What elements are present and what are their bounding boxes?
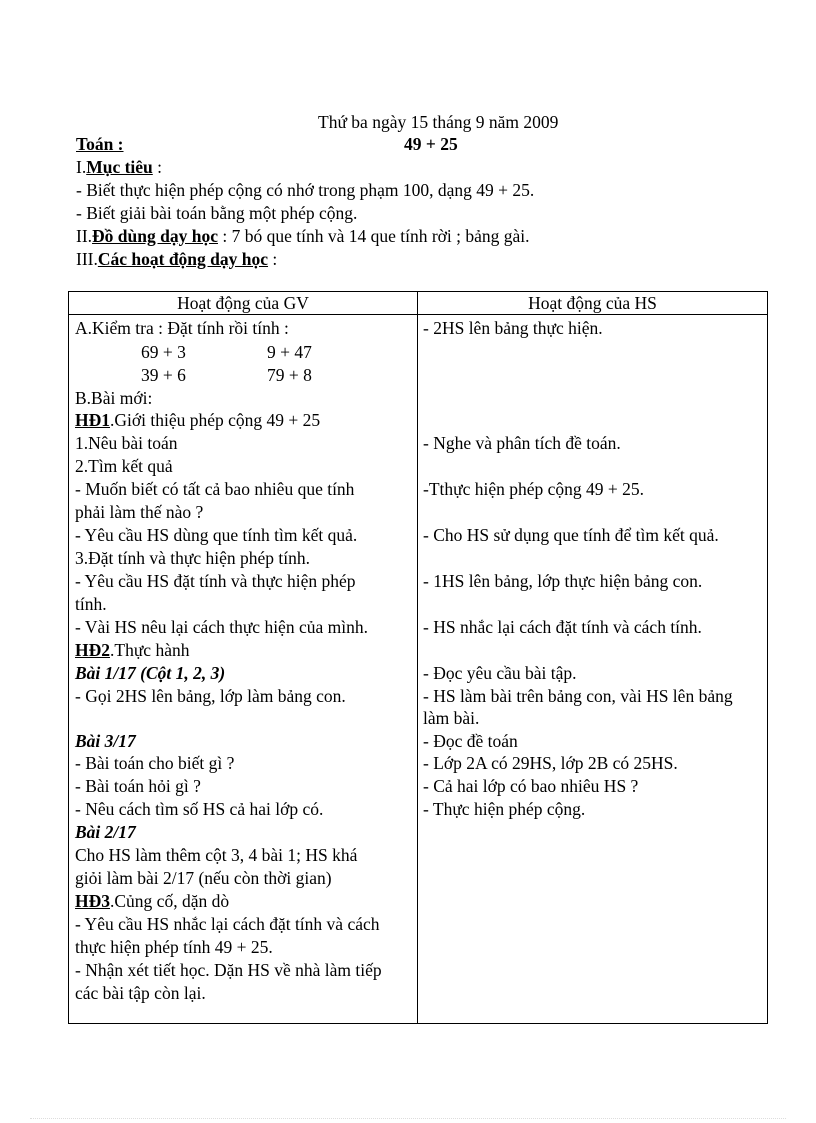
student-line: - Đọc yêu cầu bài tập. xyxy=(423,663,577,683)
teacher-line: - Muốn biết có tất cả bao nhiêu que tính xyxy=(75,479,355,499)
student-line: - Đọc đề toán xyxy=(423,731,518,751)
teacher-line: các bài tập còn lại. xyxy=(75,983,206,1003)
exercise-title: Bài 1/17 (Cột 1, 2, 3) xyxy=(75,663,226,683)
objective-item: - Biết giải bài toán bằng một phép cộng. xyxy=(76,203,358,223)
teacher-line: - Bài toán hỏi gì ? xyxy=(75,776,201,796)
teacher-line: - Nhận xét tiết học. Dặn HS về nhà làm tiếp xyxy=(75,960,382,980)
activities-heading: III.Các hoạt động dạy học : xyxy=(76,249,278,269)
teacher-line: thực hiện phép tính 49 + 25. xyxy=(75,937,273,957)
step-line: 1.Nêu bài toán xyxy=(75,433,178,453)
teacher-line: tính. xyxy=(75,594,107,614)
header-student-activity: Hoạt động của HS xyxy=(418,292,768,315)
check-line: A.Kiểm tra : Đặt tính rồi tính : xyxy=(75,318,289,338)
teacher-line: - Gọi 2HS lên bảng, lớp làm bảng con. xyxy=(75,686,346,706)
hd1-line: HĐ1.Giới thiệu phép cộng 49 + 25 xyxy=(75,410,321,430)
teacher-column xyxy=(69,315,418,1024)
step-line: 3.Đặt tính và thực hiện phép tính. xyxy=(75,548,310,568)
teacher-line: - Vài HS nêu lại cách thực hiện của mình. xyxy=(75,617,368,637)
subject-label: Toán : xyxy=(76,134,124,154)
calc-item: 39 + 6 xyxy=(141,365,186,385)
calc-item: 69 + 3 xyxy=(141,342,186,362)
student-line: - Cho HS sử dụng que tính để tìm kết quả. xyxy=(423,525,719,545)
new-lesson-line: B.Bài mới: xyxy=(75,388,153,408)
exercise-title: Bài 2/17 xyxy=(75,822,136,842)
student-line: - 2HS lên bảng thực hiện. xyxy=(423,318,603,338)
calc-item: 79 + 8 xyxy=(267,365,312,385)
student-line: làm bài. xyxy=(423,708,480,728)
teacher-line: - Nêu cách tìm số HS cả hai lớp có. xyxy=(75,799,324,819)
header-teacher-activity: Hoạt động của GV xyxy=(69,292,418,315)
calc-item: 9 + 47 xyxy=(267,342,312,362)
exercise-title: Bài 3/17 xyxy=(75,731,136,751)
student-line: - Thực hiện phép cộng. xyxy=(423,799,586,819)
teacher-line: Cho HS làm thêm cột 3, 4 bài 1; HS khá xyxy=(75,845,358,865)
objectives-heading: I.Mục tiêu : xyxy=(76,157,163,177)
teacher-line: phải làm thế nào ? xyxy=(75,502,204,522)
student-line: - Cả hai lớp có bao nhiêu HS ? xyxy=(423,776,639,796)
page-footer-rule xyxy=(30,1118,786,1119)
objective-item: - Biết thực hiện phép cộng có nhớ trong phạm 100, dạng 49 + 25. xyxy=(76,180,535,200)
lesson-table xyxy=(68,291,768,1024)
student-column xyxy=(418,315,768,1024)
student-line: - Nghe và phân tích đề toán. xyxy=(423,433,621,453)
lesson-title: 49 + 25 xyxy=(404,134,458,154)
student-line: - HS làm bài trên bảng con, vài HS lên bảng xyxy=(423,686,733,706)
teacher-line: - Bài toán cho biết gì ? xyxy=(75,753,235,773)
teacher-line: giỏi làm bài 2/17 (nếu còn thời gian) xyxy=(75,868,332,888)
hd2-line: HĐ2.Thực hành xyxy=(75,640,190,660)
step-line: 2.Tìm kết quả xyxy=(75,456,173,476)
hd3-line: HĐ3.Củng cố, dặn dò xyxy=(75,891,230,911)
student-line: - Lớp 2A có 29HS, lớp 2B có 25HS. xyxy=(423,753,678,773)
teacher-line: - Yêu cầu HS nhắc lại cách đặt tính và cách xyxy=(75,914,380,934)
teacher-line: - Yêu cầu HS dùng que tính tìm kết quả. xyxy=(75,525,358,545)
student-line: -Tthực hiện phép cộng 49 + 25. xyxy=(423,479,645,499)
materials-line: II.Đồ dùng dạy học : 7 bó que tính và 14 que tính rời ; bảng gài. xyxy=(76,226,530,246)
teacher-line: - Yêu cầu HS đặt tính và thực hiện phép xyxy=(75,571,356,591)
student-line: - HS nhắc lại cách đặt tính và cách tính. xyxy=(423,617,702,637)
student-line: - 1HS lên bảng, lớp thực hiện bảng con. xyxy=(423,571,703,591)
lesson-date: Thứ ba ngày 15 tháng 9 năm 2009 xyxy=(318,112,559,132)
